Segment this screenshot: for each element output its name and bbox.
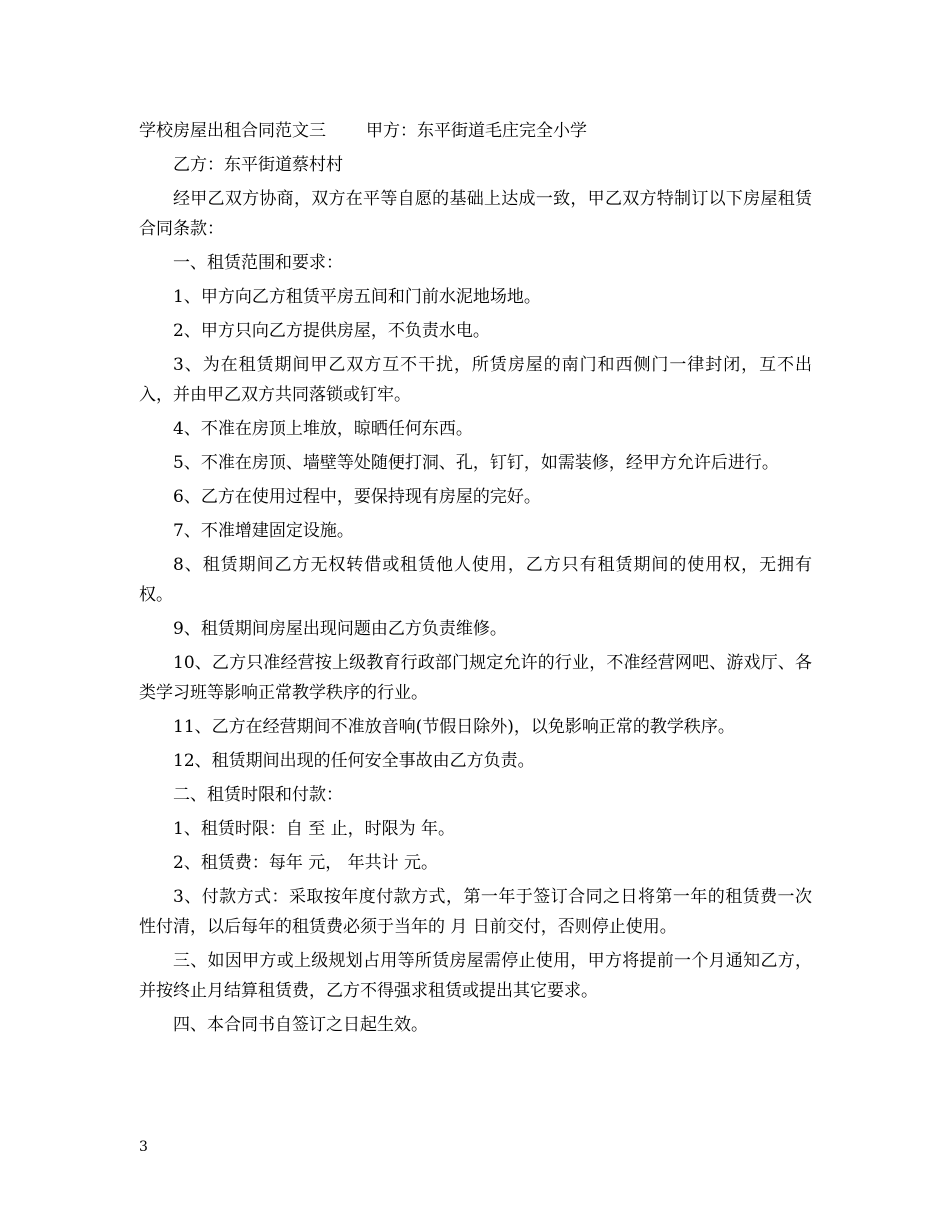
document-body — [139, 116, 812, 1044]
page-number: 3 — [139, 1139, 148, 1155]
document-title: 学校房屋出租合同范文三 — [139, 121, 326, 141]
clause-1-2: 2、甲方只向乙方提供房屋，不负责水电。 — [173, 321, 490, 341]
party-a: 甲方：东平街道毛庄完全小学 — [366, 121, 587, 141]
clause-1-9: 9、租赁期间房屋出现问题由乙方负责维修。 — [173, 619, 507, 639]
clause-1-6: 6、乙方在使用过程中，要保持现有房屋的完好。 — [173, 487, 541, 507]
section-4: 四、本合同书自签订之日起生效。 — [173, 1015, 428, 1035]
clause-1-5: 5、不准在房顶、墙壁等处随便打洞、孔，钉钉，如需装修，经甲方允许后进行。 — [173, 453, 779, 473]
clause-1-10: 10、乙方只准经营按上级教育行政部门规定允许的行业，不准经营网吧、游戏厅、各类学习班等影响正常教学秩序的行业。 — [139, 653, 812, 703]
clause-2-3: 3、付款方式：采取按年度付款方式，第一年于签订合同之日将第一年的租赁费一次性付清，以后每年的租赁费必须于当年的 月 日前交付，否则停止使用。 — [139, 887, 812, 937]
clause-1-3: 3、为在租赁期间甲乙双方互不干扰，所赁房屋的南门和西侧门一律封闭，互不出入，并由甲乙双方共同落锁或钉牢。 — [139, 355, 812, 405]
preamble-paragraph: 经甲乙双方协商，双方在平等自愿的基础上达成一致，甲乙双方特制订以下房屋租赁合同条款： — [139, 189, 812, 239]
clause-2-1: 1、租赁时限：自 至 止，时限为 年。 — [173, 819, 456, 839]
clause-1-8: 8、租赁期间乙方无权转借或租赁他人使用，乙方只有租赁期间的使用权，无拥有权。 — [139, 555, 812, 605]
clause-1-4: 4、不准在房顶上堆放，晾晒任何东西。 — [173, 419, 473, 439]
clause-1-12: 12、租赁期间出现的任何安全事故由乙方负责。 — [173, 751, 535, 771]
clause-1-7: 7、不准增建固定设施。 — [173, 521, 354, 541]
section-heading-2: 二、租赁时限和付款： — [173, 785, 343, 805]
title-line — [139, 116, 812, 146]
section-3: 三、如因甲方或上级规划占用等所赁房屋需停止使用，甲方将提前一个月通知乙方，并按终止月结算租赁费，乙方不得强求租赁或提出其它要求。 — [139, 951, 812, 1001]
clause-2-2: 2、租赁费：每年 元， 年共计 元。 — [173, 853, 439, 873]
clause-1-11: 11、乙方在经营期间不准放音响(节假日除外)，以免影响正常的教学秩序。 — [173, 717, 735, 737]
clause-1-1: 1、甲方向乙方租赁平房五间和门前水泥地场地。 — [173, 287, 541, 307]
party-b: 乙方：东平街道蔡村村 — [173, 155, 343, 175]
section-heading-1: 一、租赁范围和要求： — [173, 253, 343, 273]
